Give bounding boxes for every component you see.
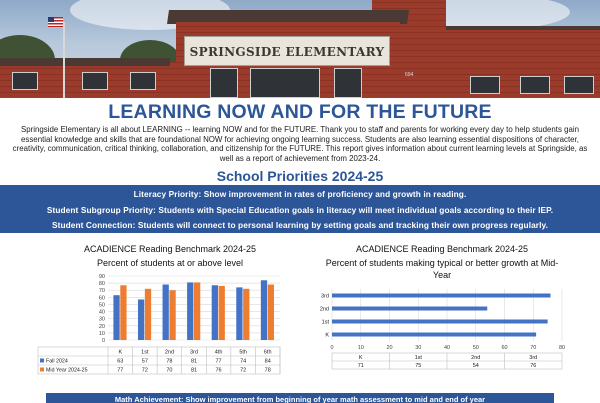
chart1-bar [261,280,267,340]
chart1-table-value: 84 [264,358,271,365]
chart1-xtick-label: 6th [263,349,272,356]
chart1-table-value: 81 [190,358,198,365]
chart2-xtick-label: 0 [330,345,334,351]
chart1-bar [194,282,200,340]
chart1-bar [219,286,225,340]
chart1-xtick-label: 3rd [190,349,198,356]
chart1-bar [169,290,175,340]
chart2-bar [332,333,536,337]
intro-paragraph: Springside Elementary is all about LEARNING -- learning NOW and for the FUTURE. Thank you to staff and parents for working every day to help students gain essential knowledge and skills that are foundational NOW for achieving ongoing learning success. Students are also learning essential dispositions of character, creativity, communication, critical thinking, collaboration, and citizenship for the FUTURE. This report gives information about current learning levels at Springside, as well as a report of achievement from 2023-24. [12,125,588,164]
priorities-title: School Priorities 2024-25 [216,168,384,184]
chart2-ytick-label: 3rd [321,293,329,300]
chart1-xtick-label: 1st [141,349,149,356]
chart1-table-value: 63 [117,358,124,365]
chart1-ytick-label: 70 [98,288,105,295]
chart2-table-header: 1st [414,355,422,361]
chart1-table-value: 72 [141,367,148,374]
chart2-ytick-label: 1st [321,319,329,326]
chart2-ytick-label: K [325,332,329,339]
chart1-table-value: 72 [240,367,247,374]
chart1-subtitle: Percent of students at or above level [96,258,244,268]
chart1-legend-label: Fall 2024 [46,358,68,365]
chart1-bar [187,282,193,340]
chart1-ytick-label: 20 [98,323,105,330]
school-sign [184,36,390,66]
chart1-legend-swatch [40,368,44,372]
chart1-ytick-label: 30 [98,316,105,323]
chart2-bar [332,320,548,324]
chart1-table-value: 81 [190,367,198,374]
subgroup-priority: Student Subgroup Priority: Students with Special Education goals in literacy will meet individual goals according to their IEP. [46,205,554,215]
chart2-table-value: 75 [415,363,422,369]
page-headline: LEARNING NOW AND FOR THE FUTURE [108,101,492,123]
chart2-xtick-label: 80 [558,345,566,351]
chart2-ytick-label: 2nd [319,306,329,313]
literacy-priority: Literacy Priority: Show improvement in rates of proficiency and growth in reading. [133,189,467,199]
chart2-table-header: 3rd [529,355,538,361]
chart2-table-header: K [358,355,363,361]
chart1-xtick-label: 5th [239,349,247,356]
chart2-xtick-label: 40 [443,345,451,351]
chart1-xtick-label: K [118,349,123,356]
chart1-xtick-label: 2nd [164,349,175,356]
chart1-title: ACADIENCE Reading Benchmark 2024-25 [83,244,257,254]
connection-priority: Student Connection: Students will connect to personal learning by setting goals and tracking their own progress regularly. [51,220,549,230]
chart1-bar [268,285,274,340]
chart2-xtick-label: 20 [386,345,393,351]
chart1-bar [120,285,126,340]
flag-pole [63,22,65,98]
chart1-table-value: 78 [264,367,271,374]
chart2-xtick-label: 60 [501,345,508,351]
chart2-xtick-label: 50 [472,345,479,351]
chart1-ytick-label: 90 [98,274,105,280]
address-plate: 694 [405,72,414,78]
chart1-ytick-label: 0 [101,338,105,344]
chart2-bar [332,294,551,298]
chart1-table-value: 70 [166,367,173,374]
chart1-table-value: 77 [117,367,124,374]
chart1-grouped-bar-chart [36,270,286,382]
american-flag-icon [48,17,63,27]
chart1-bar [113,295,119,340]
chart1-ytick-label: 80 [98,281,105,288]
chart2-xtick-label: 10 [357,345,364,351]
chart2-table-header: 2nd [471,355,481,361]
math-priority-band: Math Achievement: Show improvement from beginning of year math assessment to mid and end of year [46,393,554,403]
chart1-bar [145,289,151,340]
chart2-subtitle: Percent of students making typical or better growth at Mid-Year [325,258,559,280]
priorities-band [0,185,600,233]
chart2-xtick-label: 70 [530,345,537,351]
chart2-horizontal-bar-chart [310,285,570,375]
chart1-ytick-label: 10 [98,330,105,337]
chart1-ytick-label: 40 [98,309,105,316]
chart1-table-value: 74 [240,358,247,365]
school-building-photo [0,0,600,98]
chart1-table-value: 57 [141,358,148,365]
chart2-title: ACADIENCE Reading Benchmark 2024-25 [355,244,529,254]
chart2-table-value: 71 [357,363,364,369]
chart1-bar [243,289,249,340]
chart2-bar [332,307,487,311]
chart1-table-value: 77 [215,358,222,365]
chart1-table-value: 78 [166,358,173,365]
school-sign-text: SPRINGSIDE ELEMENTARY [189,45,385,59]
chart1-bar [236,287,242,340]
chart2-xtick-label: 30 [415,345,422,351]
chart1-legend-label: Mid Year 2024-25 [46,367,88,374]
chart1-ytick-label: 50 [98,302,105,309]
chart1-bar [212,285,218,340]
chart2-table-value: 76 [530,363,537,369]
chart1-table-value: 76 [215,367,222,374]
chart1-bar [163,285,169,340]
chart1-bar [138,299,144,340]
chart1-xtick-label: 4th [214,349,223,356]
chart2-table-value: 54 [472,363,479,369]
chart1-legend-swatch [40,359,44,363]
chart1-ytick-label: 60 [98,295,105,302]
